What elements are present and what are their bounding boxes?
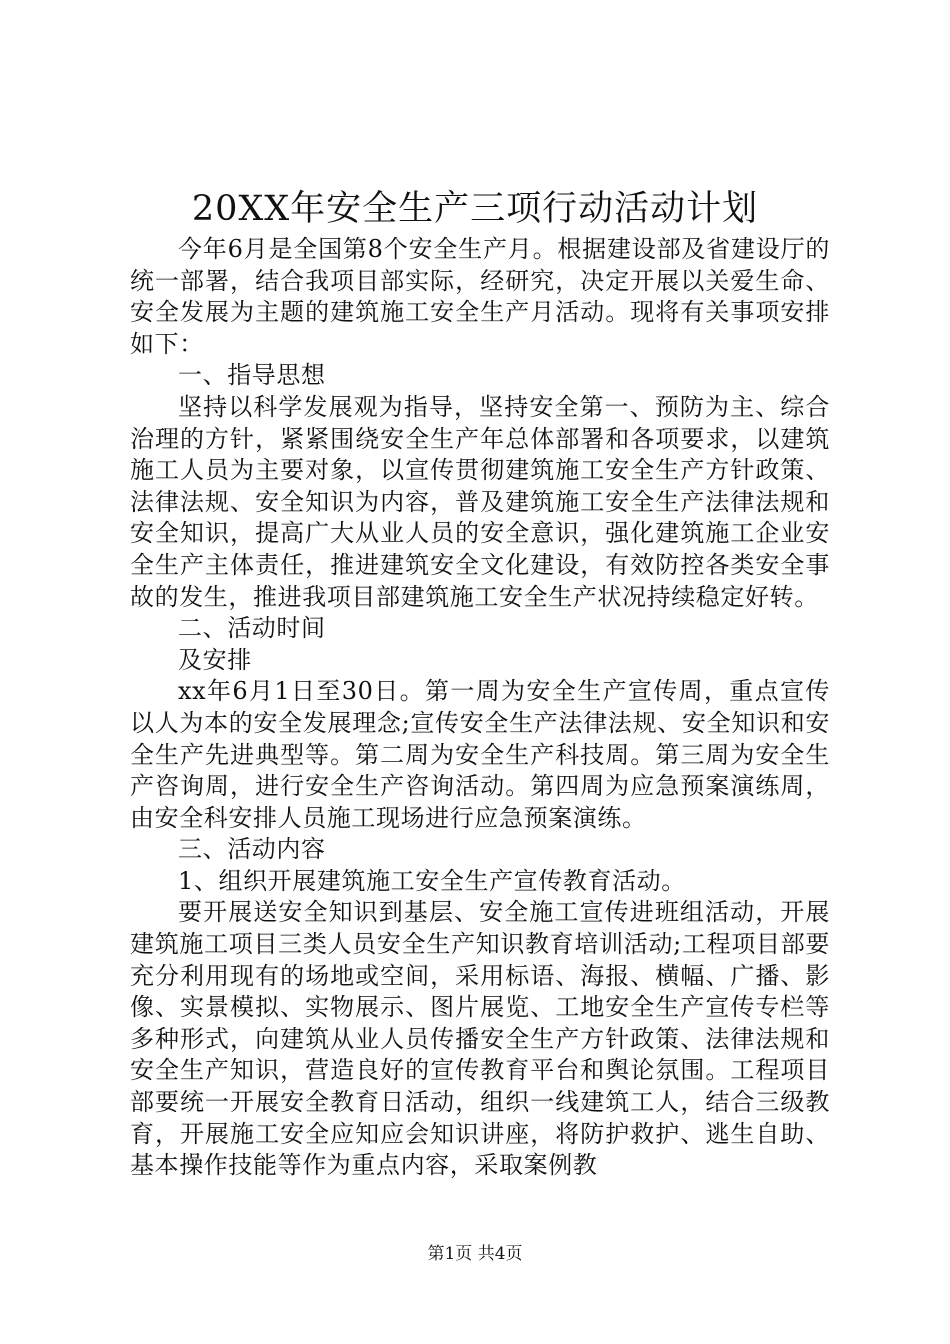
section-heading-arrangement: 及安排 <box>178 645 252 674</box>
section-heading-guiding-ideology: 一、指导思想 <box>178 361 326 390</box>
subsection-heading-publicity: 1、组织开展建筑施工安全生产宣传教育活动。 <box>178 866 686 895</box>
document-title: 20XX年安全生产三项行动活动计划 <box>191 189 759 229</box>
document-body <box>130 234 830 1182</box>
section-heading-activity-time: 二、活动时间 <box>178 614 326 643</box>
schedule-paragraph: xx年6月1日至30日。第一周为安全生产宣传周，重点宣传以人为本的安全发展理念;宣传安全生产法律法规、安全知识和安全生产先进典型等。第二周为安全生产科技周。第三周为安全生产咨询周，进行安全生产咨询活动。第四周为应急预案演练周，由安全科安排人员施工现场进行应急预案演练。 <box>130 677 830 832</box>
section-heading-activity-content: 三、活动内容 <box>178 835 326 864</box>
guiding-ideology-paragraph: 坚持以科学发展观为指导，坚持安全第一、预防为主、综合治理的方针，紧紧围绕安全生产年总体部署和各项要求，以建筑施工人员为主要对象，以宣传贯彻建筑施工安全生产方针政策、法律法规、安全知识为内容，普及建筑施工安全生产法律法规和安全知识，提高广大从业人员的安全意识，强化建筑施工企业安全生产主体责任，推进建筑安全文化建设，有效防控各类安全事故的发生，推进我项目部建筑施工安全生产状况持续稳定好转。 <box>130 392 830 611</box>
publicity-paragraph: 要开展送安全知识到基层、安全施工宣传进班组活动，开展建筑施工项目三类人员安全生产知识教育培训活动;工程项目部要充分利用现有的场地或空间，采用标语、海报、横幅、广播、影像、实景模拟、实物展示、图片展览、工地安全生产宣传专栏等多种形式，向建筑从业人员传播安全生产方针政策、法律法规和安全生产知识，营造良好的宣传教育平台和舆论氛围。工程项目部要统一开展安全教育日活动，组织一线建筑工人，结合三级教育，开展施工安全应知应会知识讲座，将防护救护、逃生自助、基本操作技能等作为重点内容，采取案例教 <box>130 898 830 1180</box>
intro-paragraph: 今年6月是全国第8个安全生产月。根据建设部及省建设厅的统一部署，结合我项目部实际，经研究，决定开展以关爱生命、安全发展为主题的建筑施工安全生产月活动。现将有关事项安排如下： <box>130 235 830 358</box>
page-number-footer: 第1页 共4页 <box>427 1244 523 1264</box>
